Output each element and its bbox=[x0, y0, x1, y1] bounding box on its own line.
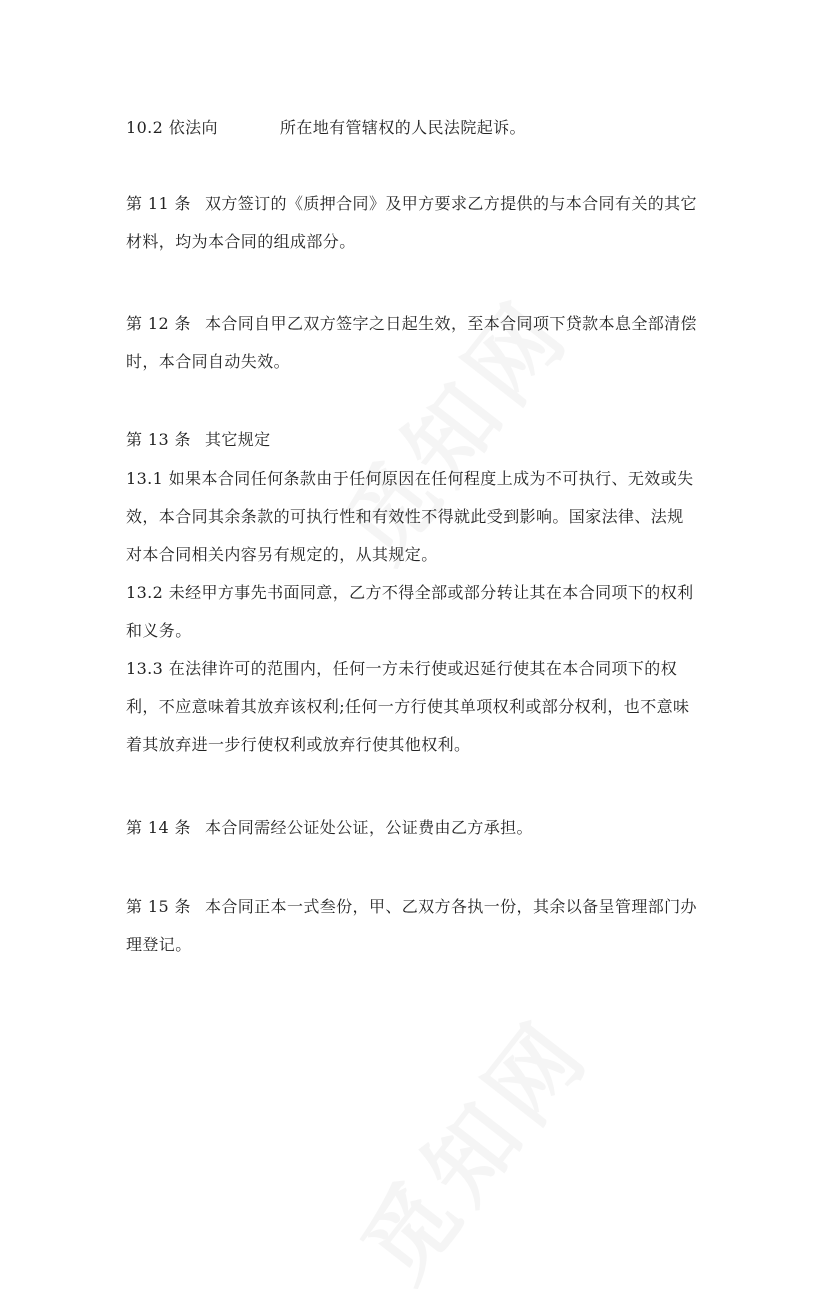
clause-13-3-text: 着其放弃进一步行使权利或放弃行使其他权利。 bbox=[126, 735, 471, 754]
article-15-line-1 bbox=[126, 896, 697, 918]
article-13-label: 第 13 条 bbox=[126, 430, 191, 449]
clause-13-3-text: 13.3 在法律许可的范围内，任何一方未行使或迟延行使其在本合同项下的权 bbox=[126, 659, 678, 678]
clause-13-1-line-3 bbox=[126, 544, 438, 566]
article-12-line-2 bbox=[126, 351, 290, 373]
clause-13-3-line-1 bbox=[126, 658, 677, 680]
clause-13-2-line-2 bbox=[126, 620, 192, 642]
article-14-line-1 bbox=[126, 817, 533, 839]
article-12-label: 第 12 条 bbox=[126, 314, 191, 333]
article-15-line-2 bbox=[126, 934, 192, 956]
article-11-line-2 bbox=[126, 231, 356, 253]
watermark bbox=[326, 987, 613, 1303]
article-15-text: 本合同正本一式叁份，甲、乙双方各执一份，其余以备呈管理部门办 bbox=[204, 897, 697, 916]
article-11-text: 双方签订的《质押合同》及甲方要求乙方提供的与本合同有关的其它 bbox=[204, 194, 697, 213]
article-15-label: 第 15 条 bbox=[126, 897, 191, 916]
article-15-text: 理登记。 bbox=[126, 935, 192, 954]
article-14-text: 本合同需经公证处公证，公证费由乙方承担。 bbox=[204, 818, 533, 837]
clause-13-2-text: 和义务。 bbox=[126, 621, 192, 640]
article-12-text: 本合同自甲乙双方签字之日起生效，至本合同项下贷款本息全部清偿 bbox=[204, 314, 697, 333]
clause-10-2-prefix: 10.2 依法向 bbox=[126, 118, 218, 137]
clause-13-1-text: 效，本合同其余条款的可执行性和有效性不得就此受到影响。国家法律、法规 bbox=[126, 507, 684, 526]
clause-13-1-text: 对本合同相关内容另有规定的，从其规定。 bbox=[126, 545, 438, 564]
article-12-text: 时，本合同自动失效。 bbox=[126, 352, 291, 371]
clause-10-2 bbox=[126, 117, 526, 139]
clause-13-3-text: 利，不应意味着其放弃该权利;任何一方行使其单项权利或部分权利，也不意味 bbox=[126, 697, 690, 716]
clause-13-2-line-1 bbox=[126, 582, 694, 604]
article-11-label: 第 11 条 bbox=[126, 194, 191, 213]
clause-13-3-line-3 bbox=[126, 734, 470, 756]
clause-10-2-suffix: 所在地有管辖权的人民法院起诉。 bbox=[279, 118, 526, 137]
clause-13-2-text: 13.2 未经甲方事先书面同意，乙方不得全部或部分转让其在本合同项下的权利 bbox=[126, 583, 694, 602]
clause-13-1-text: 13.1 如果本合同任何条款由于任何原因在任何程度上成为不可执行、无效或失 bbox=[126, 469, 694, 488]
article-14-label: 第 14 条 bbox=[126, 818, 191, 837]
clause-13-3-line-2 bbox=[126, 696, 689, 718]
clause-13-1-line-2 bbox=[126, 506, 684, 528]
article-13-heading bbox=[126, 429, 271, 451]
article-12-line-1 bbox=[126, 313, 697, 335]
article-11-line-1 bbox=[126, 193, 697, 215]
article-13-title: 其它规定 bbox=[204, 430, 271, 449]
clause-13-1-line-1 bbox=[126, 468, 694, 490]
article-11-text: 材料，均为本合同的组成部分。 bbox=[126, 232, 356, 251]
